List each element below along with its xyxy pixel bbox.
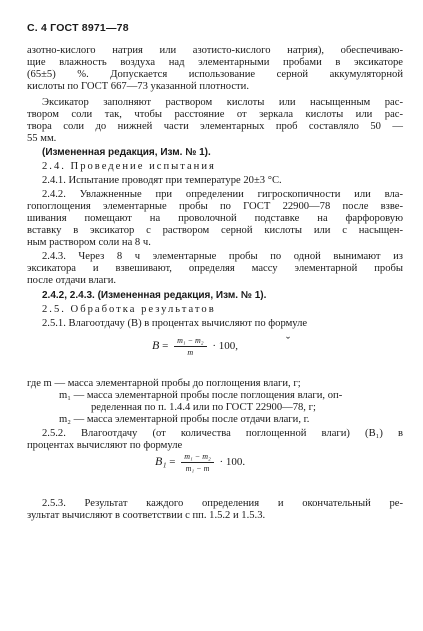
text-line: 2.4.1. Испытание проводят при температуре 20±3 °С. [42,175,282,186]
fraction [181,452,214,473]
fraction-numerator: m₁ − m₂ [181,452,214,463]
text-line: шивания помещают на проволочной подставке на фарфоровую [27,213,403,224]
text-line: гопоглощения элементарные пробы по ГОСТ 22900—78 после взве- [27,201,403,212]
text-line: кислоты по ГОСТ 667—73 указанной плотности. [27,81,249,92]
formula-tail: · 100, [212,340,238,353]
text-line: вставку в эксикатор с раствором серной кислоты или с насыщен- [27,225,403,236]
formula-b: B = $\frac{\text{m₁ − m₂}}{m}$ · 100, [152,336,238,357]
text-line: m₂ — масса элементарной пробы после отдачи влаги, г. [59,414,310,425]
formula-lhs: B₁ [155,454,167,469]
section-heading: 2.5. Обработка результатов [42,304,216,315]
pen-mark-icon: ˇ [286,334,290,348]
text-line: щие влажность воздуха над элементарными пробами в эксикаторе [27,57,403,68]
text-line: (65±5) %. Допускается использование серной аккумуляторной [27,69,403,80]
text-line: азотно-кислого натрия или азотисто-кислого натрия), обеспечиваю- [27,45,403,56]
text-line: где m — масса элементарной пробы до поглощения влаги, г; [27,378,301,389]
text-line: зультат вычисляют в соответствии с пп. 1.5.2 и 1.5.3. [27,510,266,521]
fraction [174,336,207,357]
fraction-denominator: m [187,348,194,357]
fraction-numerator: m₁ − m₂ [174,336,207,347]
text-line: твором соли так, чтобы расстояние от зеркала кислоты или рас- [27,109,403,120]
text-line: 2.5.1. Влагоотдачу (B) в процентах вычисляют по формуле [42,318,308,329]
text-line: 55 мм. [27,133,57,144]
fraction-denominator: m₁ − m [185,464,210,473]
section-heading: 2.4. Проведение испытания [42,161,216,172]
text-line: эксикатора и взвешивают, определяя массу элементарной пробы [27,263,403,274]
text-line: после отдачи влаги. [27,275,117,286]
formula-lhs: B [152,338,160,353]
text-line: ределенная по п. 1.4.4 или по ГОСТ 22900—78, г; [91,402,316,413]
amendment-note: (Измененная редакция, Изм. № 1). [42,147,211,158]
formula-tail: · 100. [219,456,246,469]
text-line: m₁ — масса элементарной пробы после поглощения влаги, оп- [59,390,343,401]
text-line: ным раствором соли на 8 ч. [27,237,151,248]
text-line: Эксикатор заполняют раствором кислоты или насыщенным рас- [42,97,403,108]
text-line: 2.4.2. Увлажненные при определении гигроскопичности или вла- [42,189,403,200]
text-line: 2.5.3. Результат каждого определения и окончательный ре- [42,498,403,509]
amendment-note: 2.4.2, 2.4.3. (Измененная редакция, Изм. № 1). [42,290,267,301]
text-line: твора соли до нижней части элементарных проб составляло 50 — [27,121,403,132]
text-line: 2.5.2. Влагоотдачу (от количества поглощенной влаги) (B₁) в [42,428,403,439]
text-line: 2.4.3. Через 8 ч элементарные пробы по одной вынимают из [42,251,403,262]
text-line: процентах вычисляют по формуле [27,440,183,451]
page-header: С. 4 ГОСТ 8971—78 [27,22,129,34]
formula-b1: B₁ = $\frac{\text{m₁ − m₂}}{\text{m₁ − m}}$ · 100. [155,452,246,473]
